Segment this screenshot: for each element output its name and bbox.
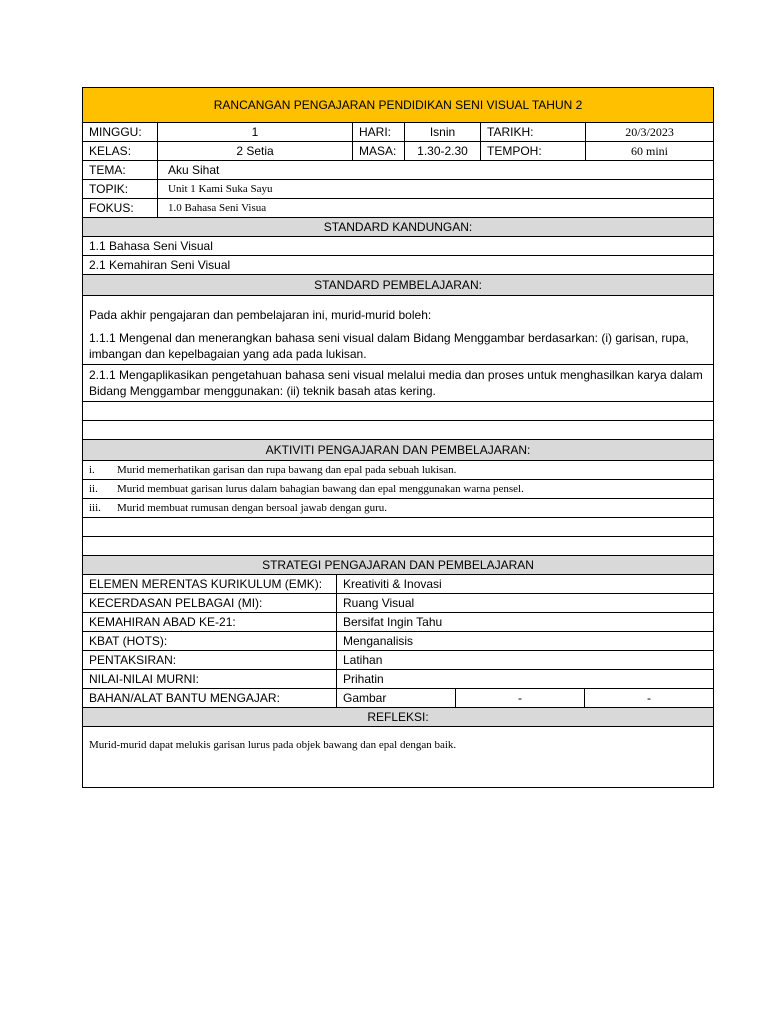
fokus-value: 1.0 Bahasa Seni Visua [158,199,714,218]
aktiviti-item [83,461,714,480]
refleksi-text: Murid-murid dapat melukis garisan lurus pada objek bawang dan epal dengan baik. [83,727,714,788]
strategi-value: Latihan [337,651,714,670]
strategi-table [82,555,714,788]
fokus-label: FOKUS: [83,199,158,218]
strategi-label: KEMAHIRAN ABAD KE-21: [83,613,337,632]
strategi-value: Prihatin [337,670,714,689]
bahan-label: BAHAN/ALAT BANTU MENGAJAR: [83,689,337,708]
standard-pembelajaran-heading: STANDARD PEMBELAJARAN: [83,275,714,296]
refleksi-heading: REFLEKSI: [83,708,714,727]
aktiviti-item-text: Murid membuat rumusan dengan bersoal jawab dengan guru. [117,502,388,514]
info-row-topik [83,180,714,199]
topik-value: Unit 1 Kami Suka Sayu [158,180,714,199]
topik-label: TOPIK: [83,180,158,199]
hari-label: HARI: [353,123,405,142]
standard-kandungan-heading: STANDARD KANDUNGAN: [83,218,714,237]
aktiviti-item [83,499,714,518]
lesson-plan-table [82,87,714,556]
aktiviti-item-number: ii. [89,483,98,495]
hari-value: Isnin [405,123,481,142]
strategi-heading: STRATEGI PENGAJARAN DAN PEMBELAJARAN [83,556,714,575]
standard-kandungan-item: 2.1 Kemahiran Seni Visual [83,256,714,275]
standard-pembelajaran-item: 1.1.1 Mengenal dan menerangkan bahasa seni visual dalam Bidang Menggambar berdasarkan: (i) garisan, rupa, imbangan dan kepelbagaian yang ada pada lukisan. [83,328,714,365]
aktiviti-item-number: iii. [89,502,101,514]
blank-row [83,518,714,537]
tarikh-value: 20/3/2023 [586,123,714,142]
standard-pembelajaran-item: 2.1.1 Mengaplikasikan pengetahuan bahasa seni visual melalui media dan proses untuk menghasilkan karya dalam Bidang Menggambar menggunakan: (ii) teknik basah atas kering. [83,365,714,402]
strategi-row [83,651,714,670]
blank-row [83,402,714,421]
masa-value: 1.30-2.30 [405,142,481,161]
masa-label: MASA: [353,142,405,161]
lesson-plan-sheet [82,87,713,788]
strategi-label: PENTAKSIRAN: [83,651,337,670]
bahan-value: Gambar [337,689,456,708]
info-row-tema [83,161,714,180]
tempoh-value: 60 mini [586,142,714,161]
kelas-label: KELAS: [83,142,158,161]
strategi-row [83,632,714,651]
strategi-label: KBAT (HOTS): [83,632,337,651]
strategi-label: ELEMEN MERENTAS KURIKULUM (EMK): [83,575,337,594]
bahan-value: - [585,689,714,708]
strategi-value: Kreativiti & Inovasi [337,575,714,594]
strategi-label: NILAI-NILAI MURNI: [83,670,337,689]
strategi-row [83,670,714,689]
strategi-row [83,613,714,632]
aktiviti-item [83,480,714,499]
standard-kandungan-item: 1.1 Bahasa Seni Visual [83,237,714,256]
aktiviti-item-text: Murid membuat garisan lurus dalam bahagian bawang dan epal menggunakan warna pensel. [117,483,524,495]
kelas-value: 2 Setia [158,142,353,161]
minggu-value: 1 [158,123,353,142]
aktiviti-item-text: Murid memerhatikan garisan dan rupa bawang dan epal pada sebuah lukisan. [117,464,457,476]
strategi-value: Ruang Visual [337,594,714,613]
aktiviti-item-number: i. [89,464,95,476]
strategi-value: Menganalisis [337,632,714,651]
blank-row [83,421,714,440]
tema-value: Aku Sihat [158,161,714,180]
standard-pembelajaran-intro: Pada akhir pengajaran dan pembelajaran ini, murid-murid boleh: [83,296,714,329]
bahan-row [83,689,714,708]
info-row-fokus [83,199,714,218]
document-title: RANCANGAN PENGAJARAN PENDIDIKAN SENI VISUAL TAHUN 2 [83,88,714,123]
strategi-label: KECERDASAN PELBAGAI (MI): [83,594,337,613]
tempoh-label: TEMPOH: [481,142,586,161]
tema-label: TEMA: [83,161,158,180]
strategi-row [83,575,714,594]
strategi-row [83,594,714,613]
blank-row [83,537,714,556]
info-row-kelas [83,142,714,161]
aktiviti-heading: AKTIVITI PENGAJARAN DAN PEMBELAJARAN: [83,440,714,461]
tarikh-label: TARIKH: [481,123,586,142]
strategi-value: Bersifat Ingin Tahu [337,613,714,632]
bahan-value: - [456,689,585,708]
info-row-minggu [83,123,714,142]
minggu-label: MINGGU: [83,123,158,142]
